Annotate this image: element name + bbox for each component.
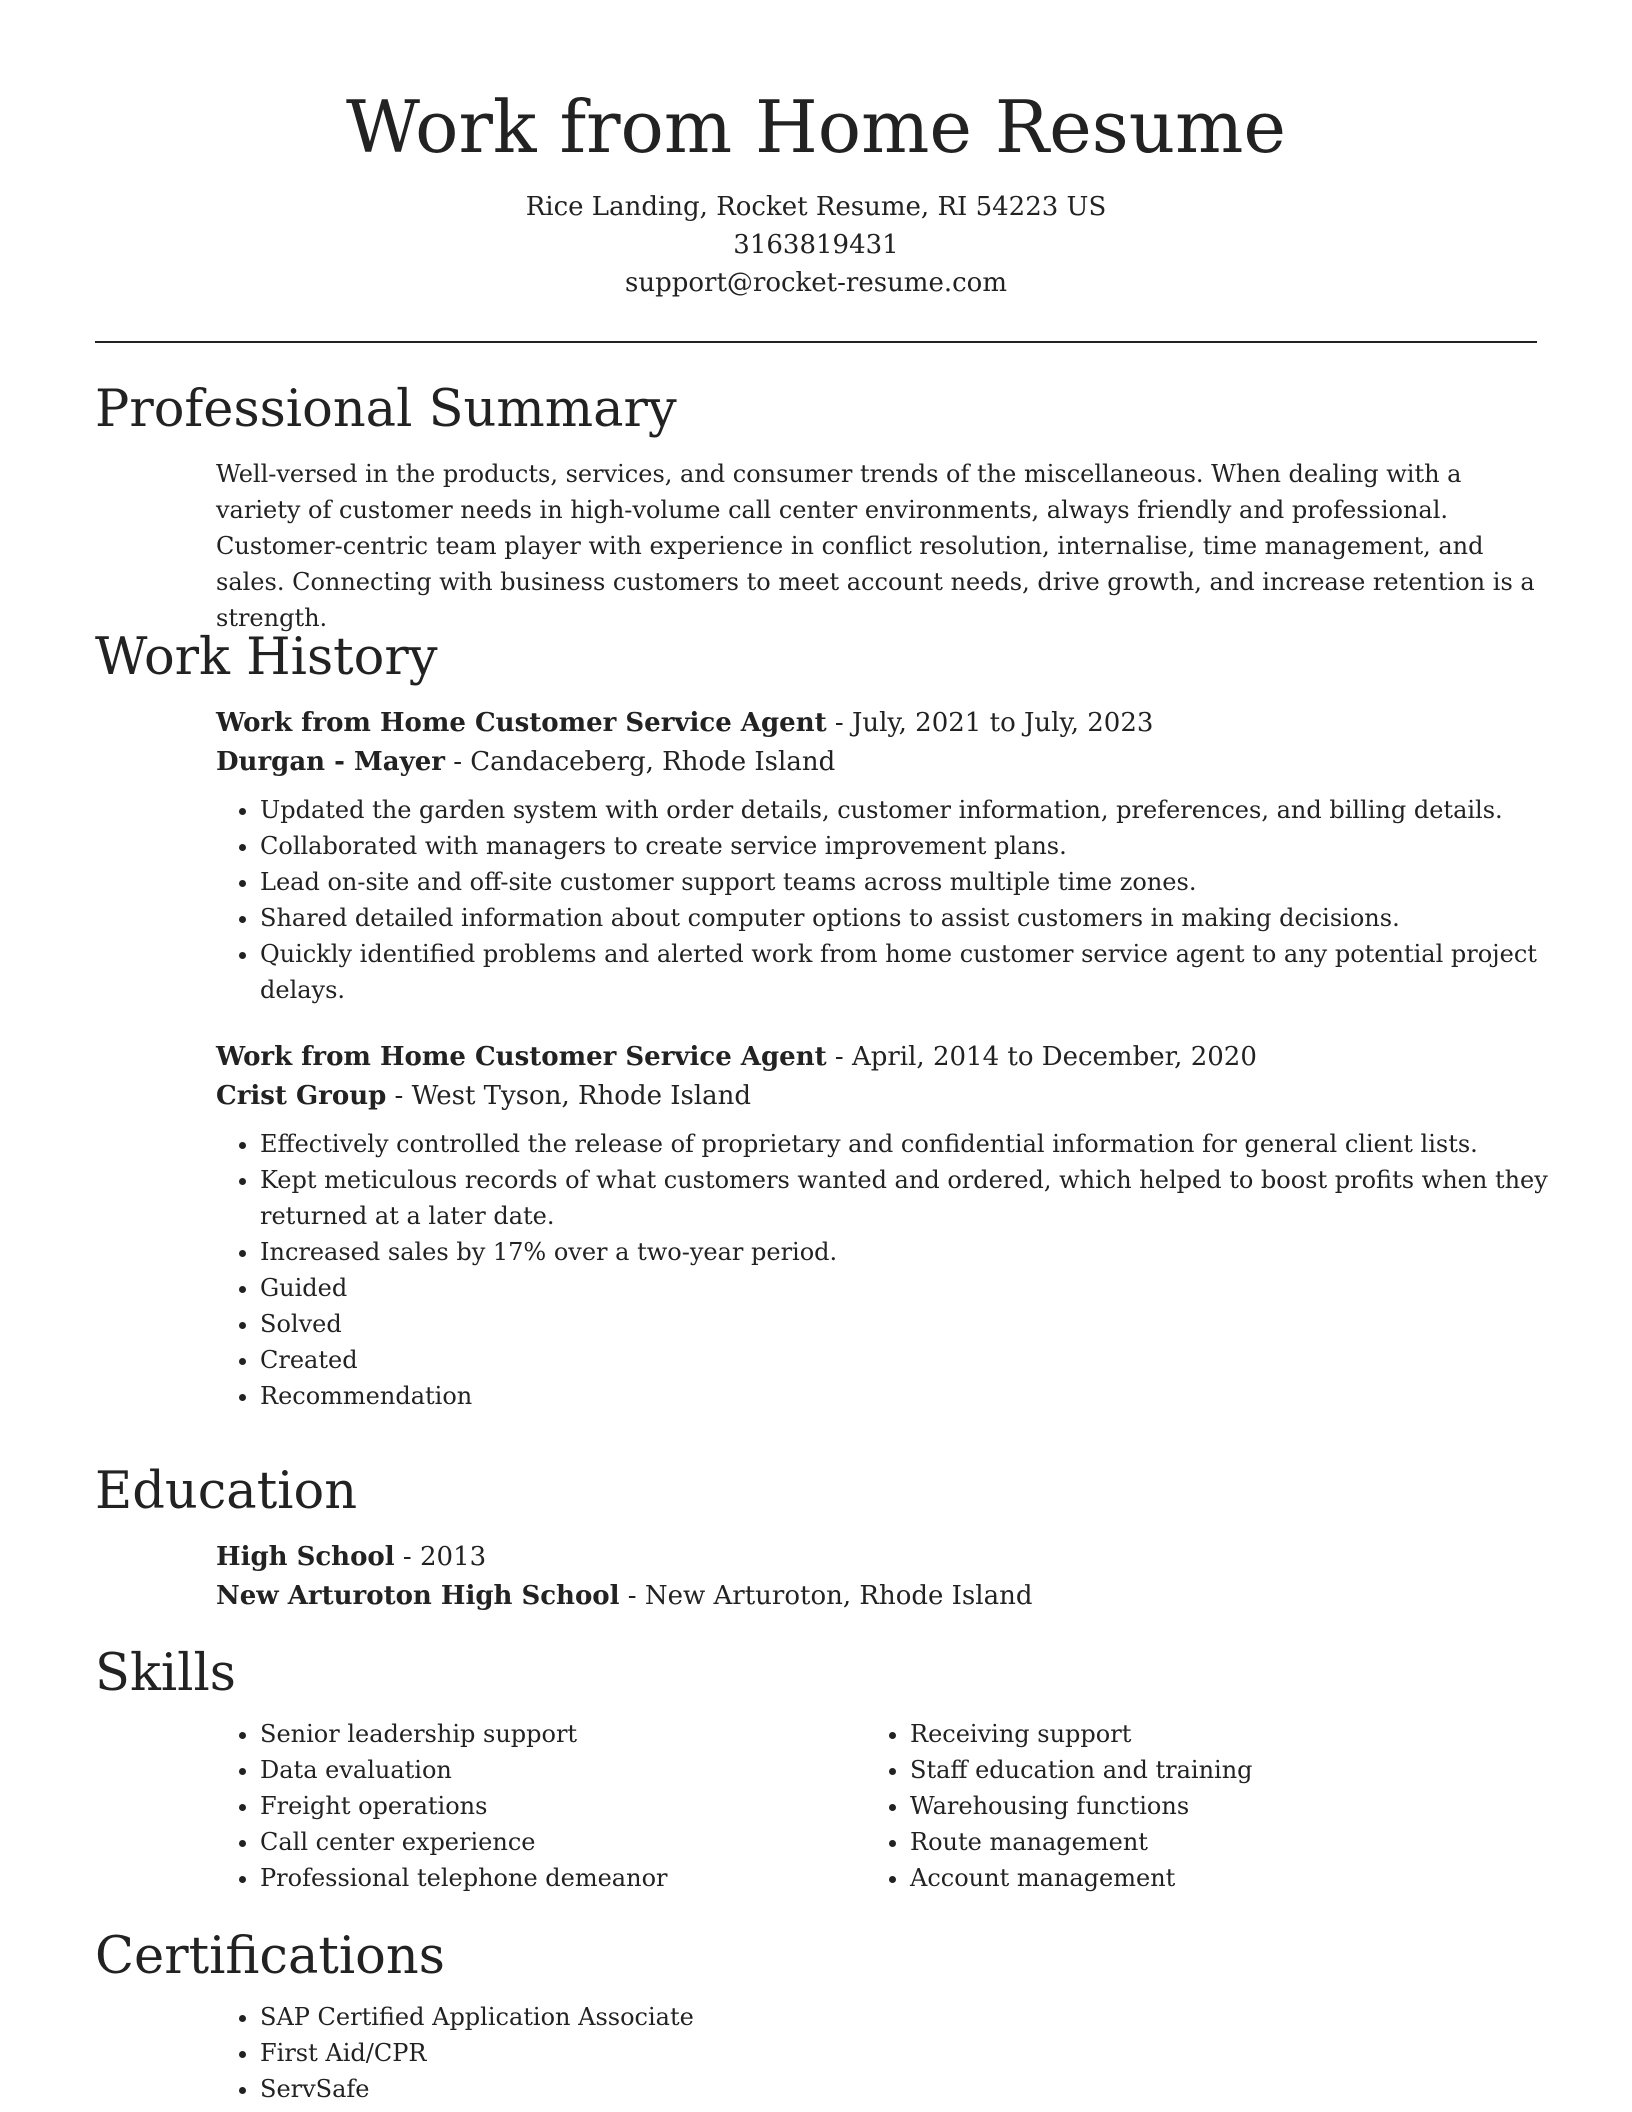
list-item: • First Aid/CPR — [260, 2035, 1537, 2071]
list-item: • Data evaluation — [260, 1752, 866, 1788]
dash-separator: - — [386, 1081, 412, 1111]
education-degree: High School — [216, 1542, 395, 1572]
job-entry — [216, 704, 1537, 1008]
summary-title: Professional Summary — [95, 380, 677, 439]
skills-list-left — [216, 1716, 866, 1896]
list-item: • Recommendation — [260, 1378, 1550, 1414]
dash-separator: - — [619, 1581, 645, 1611]
phone: 3163819431 — [733, 230, 899, 260]
skills-body — [216, 1716, 1537, 1896]
work-history-body — [216, 704, 1548, 1414]
summary-section — [95, 378, 1537, 636]
list-item: • Effectively controlled the release of proprietary and confidential information for general client lists. — [260, 1126, 1550, 1162]
job-location: Candaceberg, Rhode Island — [470, 747, 836, 777]
list-item: • ServSafe — [260, 2071, 1537, 2107]
skills-title: Skills — [95, 1644, 236, 1703]
list-item: • Updated the garden system with order details, customer information, preferences, and billing details. — [260, 792, 1550, 828]
certifications-title: Certifications — [95, 1927, 445, 1986]
list-item: • Quickly identified problems and alerted work from home customer service agent to any potential project delays. — [260, 936, 1550, 1008]
job-title-line — [216, 1038, 1537, 1077]
job-location: West Tyson, Rhode Island — [411, 1081, 752, 1111]
skills-section — [95, 1642, 1537, 1896]
certifications-body — [216, 1999, 1537, 2107]
list-item: • Staff education and training — [910, 1752, 1516, 1788]
list-item: • SAP Certified Application Associate — [260, 1999, 1537, 2035]
job-bullets — [216, 1126, 1550, 1414]
list-item: • Solved — [260, 1306, 1550, 1342]
certifications-list — [216, 1999, 1537, 2107]
dash-separator: - — [826, 1042, 852, 1072]
job-title-line — [216, 704, 1537, 743]
job-company-line — [216, 743, 1537, 782]
address: Rice Landing, Rocket Resume, RI 54223 US — [525, 192, 1107, 222]
list-item: • Freight operations — [260, 1788, 866, 1824]
contact-block — [0, 188, 1632, 302]
list-item: • Guided — [260, 1270, 1550, 1306]
list-item: • Created — [260, 1342, 1550, 1378]
dash-separator: - — [826, 708, 852, 738]
job-entry — [216, 1038, 1548, 1414]
education-title: Education — [95, 1462, 358, 1521]
list-item: • Warehousing functions — [910, 1788, 1516, 1824]
email: support@rocket-resume.com — [624, 268, 1007, 298]
dash-separator: - — [444, 747, 471, 777]
list-item: • Receiving support — [910, 1716, 1516, 1752]
education-degree-line — [216, 1538, 1537, 1577]
list-item: • Kept meticulous records of what customers wanted and ordered, which helped to boost profits when they returned at a later date. — [260, 1162, 1550, 1234]
dash-separator: - — [394, 1542, 420, 1572]
list-item: • Account management — [910, 1860, 1516, 1896]
list-item: • Lead on-site and off-site customer support teams across multiple time zones. — [260, 864, 1550, 900]
list-item: • Increased sales by 17% over a two-year period. — [260, 1234, 1550, 1270]
job-position: Work from Home Customer Service Agent — [216, 1042, 827, 1072]
header-divider — [95, 341, 1537, 343]
list-item: • Professional telephone demeanor — [260, 1860, 866, 1896]
work-history-section — [95, 626, 1548, 1414]
education-school-line — [216, 1577, 1537, 1616]
certifications-section — [95, 1925, 1537, 2107]
education-school: New Arturoton High School — [216, 1581, 620, 1611]
skills-columns — [216, 1716, 1537, 1896]
list-item: • Shared detailed information about computer options to assist customers in making decisions. — [260, 900, 1550, 936]
summary-body — [216, 456, 1537, 636]
list-item: • Call center experience — [260, 1824, 866, 1860]
candidate-name: Work from Home Resume — [346, 85, 1286, 169]
education-body — [216, 1538, 1537, 1616]
skills-list-right — [866, 1716, 1516, 1896]
job-company: Crist Group — [216, 1081, 387, 1111]
job-company-line — [216, 1077, 1537, 1116]
education-section — [95, 1460, 1537, 1616]
job-bullets — [216, 792, 1550, 1008]
summary-text: Well-versed in the products, services, and consumer trends of the miscellaneous. When dealing with a variety of customer needs in high-volume call center environments, always friendly and professional. Customer-centric team player with experience in conflict resolution, internalise, time management, and sales. Connecting with business customers to meet account needs, drive growth, and increase retention is a strength. — [216, 460, 1535, 632]
job-position: Work from Home Customer Service Agent — [216, 708, 827, 738]
education-location: New Arturoton, Rhode Island — [644, 1581, 1033, 1611]
list-item: • Route management — [910, 1824, 1516, 1860]
list-item: • Senior leadership support — [260, 1716, 866, 1752]
job-dates: April, 2014 to December, 2020 — [851, 1042, 1257, 1072]
list-item: • Collaborated with managers to create service improvement plans. — [260, 828, 1550, 864]
job-dates: July, 2021 to July, 2023 — [851, 708, 1154, 738]
job-company: Durgan - Mayer — [216, 747, 445, 777]
education-year: 2013 — [419, 1542, 487, 1572]
resume-header — [0, 82, 1632, 302]
work-history-title: Work History — [95, 628, 438, 687]
